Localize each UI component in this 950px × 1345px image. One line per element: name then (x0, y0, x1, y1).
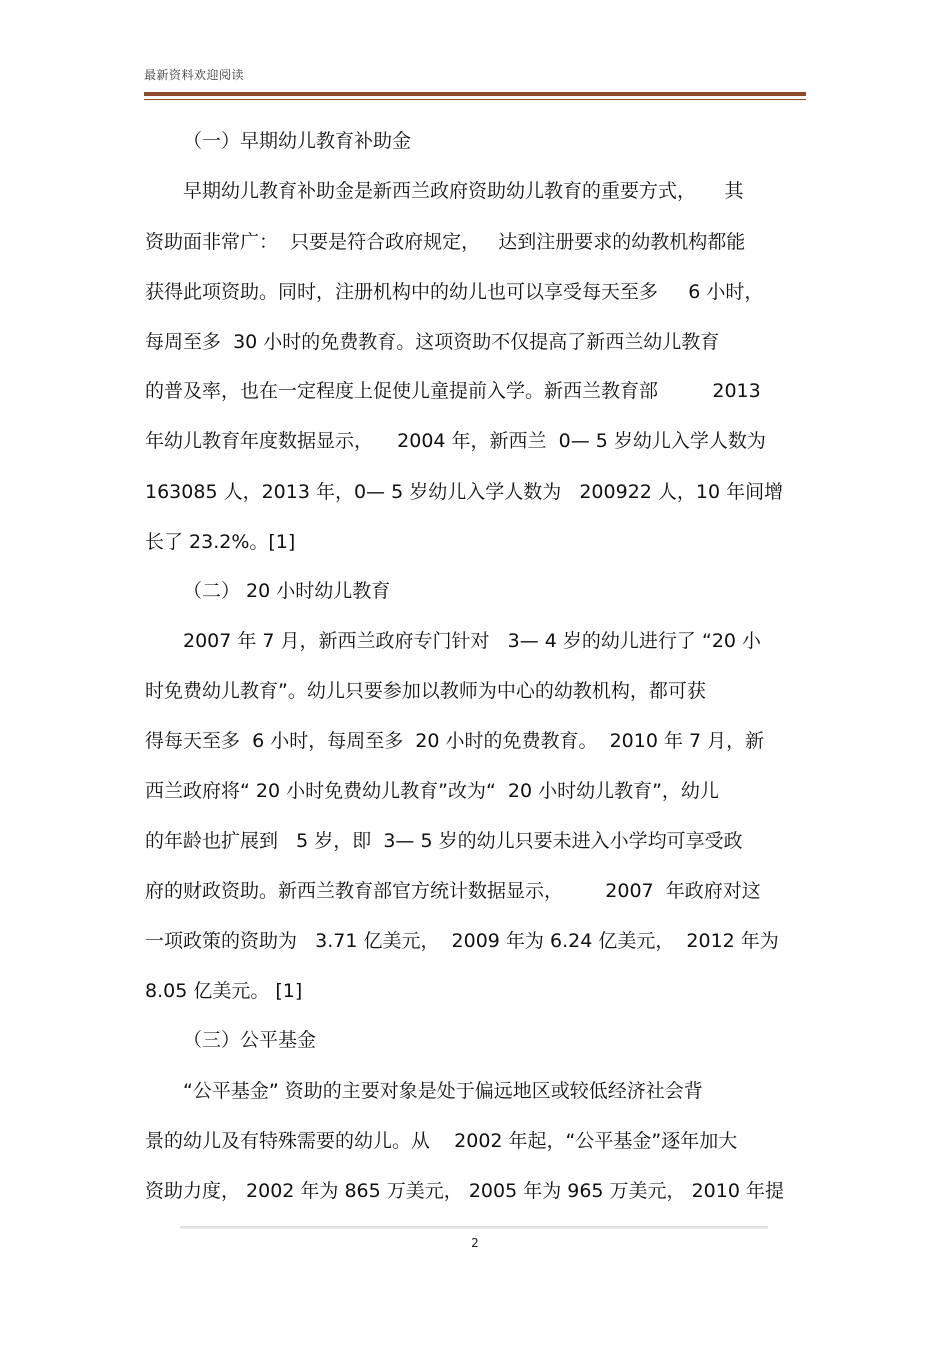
section-heading-3: （三）公平基金 (183, 1029, 317, 1051)
text-line: 府的财政资助。新西兰教育部官方统计数据显示， 2007 年政府对这 (145, 880, 761, 902)
page-number: 2 (471, 1236, 479, 1250)
text-line: 的年龄也扩展到 5 岁，即 3— 5 岁的幼儿只要未进入小学均可享受政 (145, 830, 743, 852)
text-line: 资助面非常广： 只要是符合政府规定， 达到注册要求的幼教机构都能 (145, 231, 746, 253)
text-line: 年幼儿教育年度数据显示， 2004 年，新西兰 0— 5 岁幼儿入学人数为 (145, 430, 766, 452)
header-rule-thick (144, 92, 806, 96)
section-heading-2: （二） 20 小时幼儿教育 (183, 580, 391, 602)
text-line: 景的幼儿及有特殊需要的幼儿。从 2002 年起，“公平基金”逐年加大 (145, 1130, 738, 1152)
text-line: 资助力度， 2002 年为 865 万美元， 2005 年为 965 万美元， 2010 年提 (145, 1180, 784, 1202)
text-line: 每周至多 30 小时的免费教育。这项资助不仅提高了新西兰幼儿教育 (145, 331, 720, 353)
header-rule-thin (144, 99, 806, 100)
text-line: “公平基金” 资助的主要对象是处于偏远地区或较低经济社会背 (183, 1080, 703, 1102)
section-heading-1: （一）早期幼儿教育补助金 (183, 130, 412, 152)
text-line: 的普及率，也在一定程度上促使儿童提前入学。新西兰教育部 2013 (145, 380, 761, 402)
text-line: 一项政策的资助为 3.71 亿美元， 2009 年为 6.24 亿美元， 2012 年为 (145, 930, 779, 952)
text-line: 8.05 亿美元。 [1] (145, 980, 303, 1002)
text-line: 得每天至多 6 小时，每周至多 20 小时的免费教育。 2010 年 7 月，新 (145, 730, 765, 752)
header-text: 最新资料欢迎阅读 (144, 68, 245, 82)
text-line: 时免费幼儿教育”。幼儿只要参加以教师为中心的幼教机构，都可获 (145, 680, 706, 702)
text-line: 2007 年 7 月，新西兰政府专门针对 3— 4 岁的幼儿进行了 “20 小 (183, 630, 762, 652)
text-line: 早期幼儿教育补助金是新西兰政府资助幼儿教育的重要方式， 其 (183, 180, 744, 202)
text-line: 获得此项资助。同时，注册机构中的幼儿也可以享受每天至多 6 小时， (145, 281, 764, 303)
text-line: 163085 人，2013 年，0— 5 岁幼儿入学人数为 200922 人，10 年间增 (145, 481, 784, 503)
text-line: 西兰政府将“ 20 小时免费幼儿教育”改为“ 20 小时幼儿教育”，幼儿 (145, 780, 719, 802)
footer-rule (180, 1226, 768, 1229)
text-line: 长了 23.2%。[1] (145, 531, 296, 553)
